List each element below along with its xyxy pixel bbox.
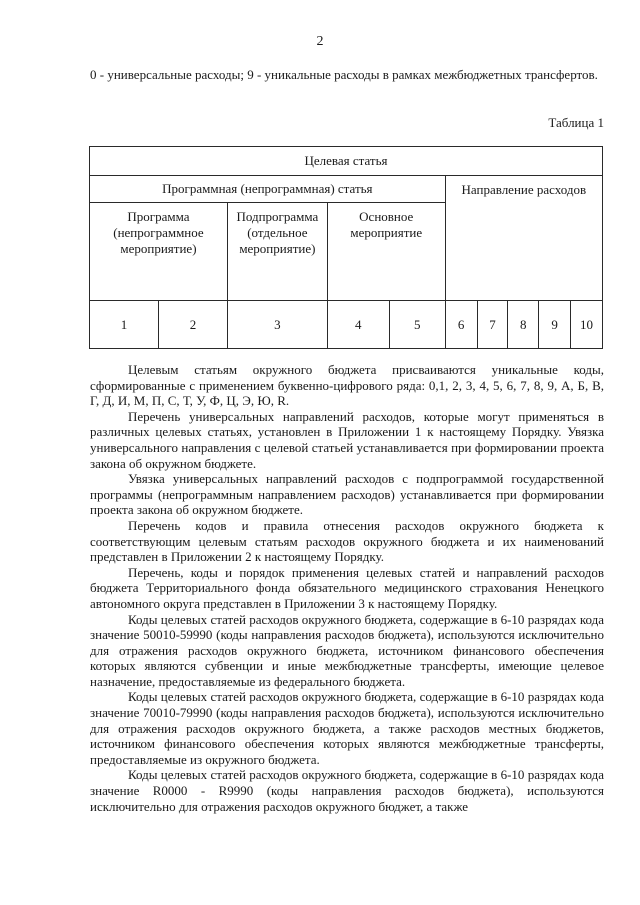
digit-cell: 5 bbox=[389, 301, 445, 349]
paragraph: Перечень, коды и порядок применения целевых статей и направлений расходов бюджета Территориального фонда обязательного медицинского страхования Ненецкого автономного округа представлен в Приложении 3 к настоящему Порядку. bbox=[90, 564, 604, 611]
paragraph: Перечень кодов и правила отнесения расходов окружного бюджета к соответствующим целевым статьям расходов окружного бюджета и их наименований представлен в Приложении 2 к настоящему Порядку. bbox=[90, 517, 604, 565]
header-subprogram: Подпрограмма (отдельное мероприятие) bbox=[227, 203, 327, 301]
digit-cell: 10 bbox=[571, 301, 603, 349]
paragraph: Целевым статьям окружного бюджета присваиваются уникальные коды, сформированные с применением буквенно-цифрового ряда: 0,1, 2, 3, 4, 5, 6, 7, 8, 9, А, Б, В, Г, Д, И, М, П, С, Т, У, Ф, Ц, Э, Ю, R. bbox=[90, 362, 604, 409]
digit-cell: 9 bbox=[539, 301, 571, 349]
header-expense-direction: Направление расходов bbox=[445, 176, 602, 301]
body-text bbox=[90, 362, 604, 814]
paragraph: Коды целевых статей расходов окружного бюджета, содержащие в 6-10 разрядах кода значение R0000 - R9990 (коды направления расходов бюджета), используются исключительно для отражения расходов окружного бюджет, а также bbox=[90, 767, 604, 814]
digit-cell: 7 bbox=[477, 301, 508, 349]
paragraph: Увязка универсальных направлений расходов с подпрограммой государственной программы (непрограммным направлением расходов) устанавливается при формировании проекта закона об окружном бюджете. bbox=[90, 471, 604, 518]
digit-cell: 2 bbox=[158, 301, 227, 349]
code-structure-table bbox=[89, 146, 603, 349]
paragraph: Коды целевых статей расходов окружного бюджета, содержащие в 6-10 разрядах кода значение 50010-59990 (коды направления расходов бюджета), используются исключительно для отражения расходов окружного бюджета, источником финансового обеспечения которых являются субвенции и иные межбюджетные трансферты, имеющие целевое назначение, предоставляемые из федерального бюджета. bbox=[90, 611, 604, 689]
page-number: 2 bbox=[316, 34, 324, 49]
digit-cell: 4 bbox=[327, 301, 389, 349]
header-program: Программа (непрограммное мероприятие) bbox=[90, 203, 228, 301]
intro-paragraph: 0 - универсальные расходы; 9 - уникальные расходы в рамках межбюджетных трансфертов. bbox=[90, 67, 598, 82]
paragraph: Перечень универсальных направлений расходов, которые могут применяться в различных целевых статьях, установлен в Приложении 1 к настоящему Порядку. Увязка универсального направления с целевой статьей устанавливается при формировании проекта закона об окружном бюджете. bbox=[90, 408, 604, 471]
digit-cell: 8 bbox=[508, 301, 539, 349]
header-program-article: Программная (непрограммная) статья bbox=[90, 176, 446, 203]
paragraph: Коды целевых статей расходов окружного бюджета, содержащие в 6-10 разрядах кода значение 70010-79990 (коды направления расходов бюджета), используются исключительно для отражения расходов окружного бюджета, а также расходов местных бюджетов, источником финансового обеспечения которых являются межбюджетные трансферты, предоставляемые из окружного бюджета. bbox=[90, 689, 604, 767]
digit-cell: 3 bbox=[227, 301, 327, 349]
table-caption: Таблица 1 bbox=[548, 115, 604, 130]
header-main-activity: Основное мероприятие bbox=[327, 203, 445, 301]
header-target-article: Целевая статья bbox=[90, 147, 603, 176]
digit-cell: 1 bbox=[90, 301, 159, 349]
digit-cell: 6 bbox=[445, 301, 477, 349]
